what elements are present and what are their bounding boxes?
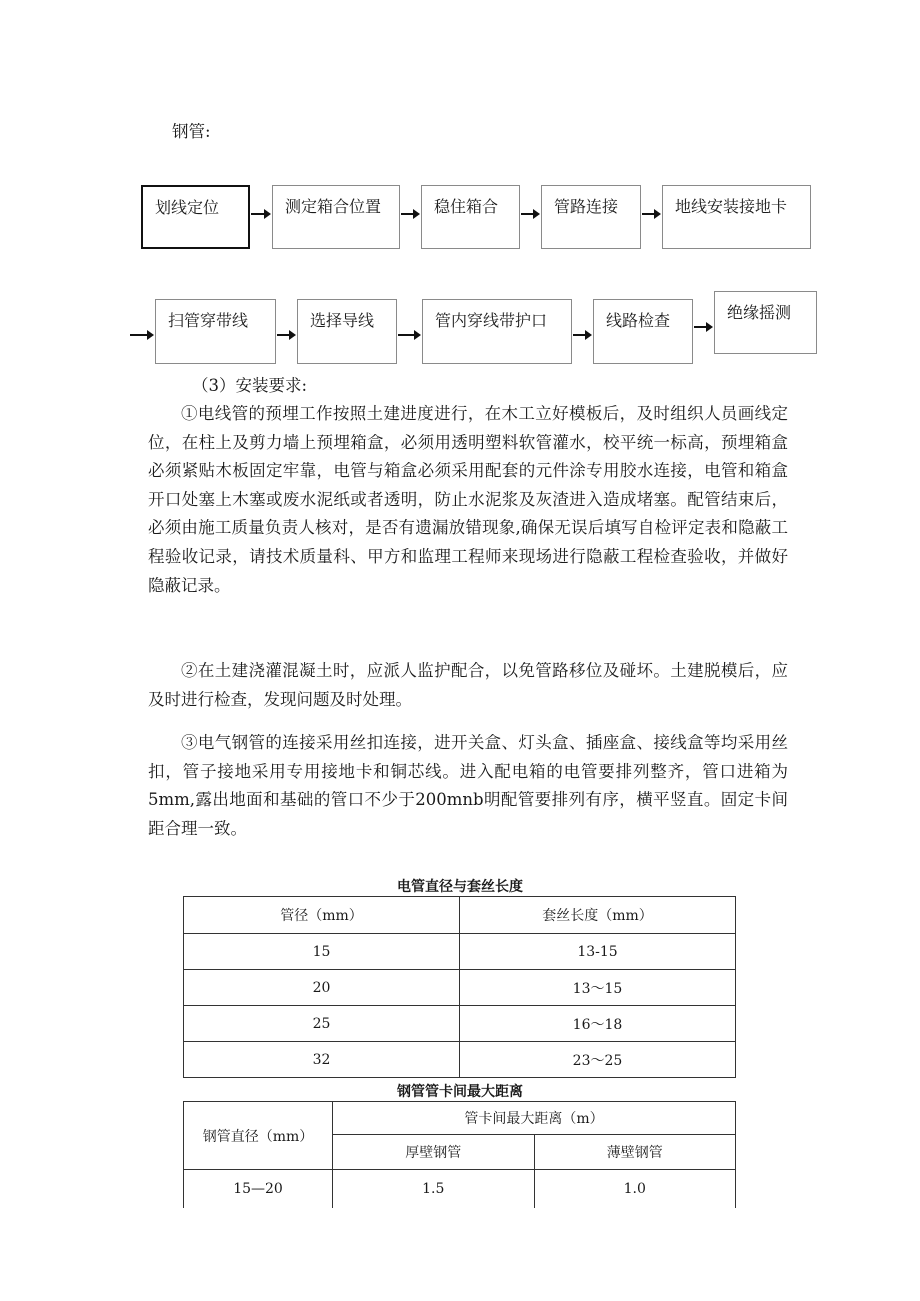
flow-box-2: 测定箱合位置 [272, 185, 400, 249]
table1-cell: 13-15 [460, 934, 736, 970]
table2 [183, 1101, 736, 1208]
table2-header-diameter: 钢管直径（mm） [184, 1102, 333, 1170]
flow-arrow [130, 334, 152, 336]
flow-box-9: 线路检查 [593, 299, 693, 364]
table1-cell: 25 [184, 1006, 460, 1042]
flow-box-8: 管内穿线带护口 [422, 299, 572, 364]
flow-box-7: 选择导线 [297, 299, 397, 364]
table-row [184, 970, 736, 1006]
table2-cell: 1.5 [333, 1170, 534, 1208]
flow-box-6: 扫管穿带线 [155, 299, 276, 364]
table2-header-max-distance: 管卡间最大距离（m） [333, 1102, 736, 1135]
flow-box-1: 划线定位 [141, 185, 250, 249]
table1-cell: 20 [184, 970, 460, 1006]
flow-arrow [573, 334, 590, 336]
flow-arrow [694, 326, 711, 328]
table1-caption: 电管直径与套丝长度 [397, 879, 523, 895]
flow-arrow [401, 213, 418, 215]
flow-arrow [277, 334, 294, 336]
table2-header-thin-wall: 薄壁钢管 [534, 1135, 736, 1170]
flow-arrow [251, 213, 269, 215]
table-row [184, 1042, 736, 1078]
table-row [184, 1006, 736, 1042]
table1-cell: 13～15 [460, 970, 736, 1006]
table1-cell: 16～18 [460, 1006, 736, 1042]
heading-steel-pipe: 钢管: [172, 122, 211, 141]
flow-arrow [642, 213, 659, 215]
flow-box-4: 管路连接 [541, 185, 641, 249]
table1-cell: 23～25 [460, 1042, 736, 1078]
table2-caption: 钢管管卡间最大距离 [397, 1084, 523, 1100]
table1 [183, 896, 736, 1078]
section-title: （3）安装要求: [192, 376, 308, 395]
table2-cell: 1.0 [534, 1170, 736, 1208]
flow-box-5: 地线安装接地卡 [662, 185, 811, 249]
table1-header-diameter: 管径（mm） [184, 897, 460, 934]
flow-arrow [521, 213, 538, 215]
table-row [184, 934, 736, 970]
table2-cell: 15—20 [184, 1170, 333, 1208]
flow-arrow [398, 334, 419, 336]
flow-box-3: 稳住箱合 [421, 185, 520, 249]
table1-cell: 32 [184, 1042, 460, 1078]
table1-header-thread: 套丝长度（mm） [460, 897, 736, 934]
table2-header-thick-wall: 厚壁钢管 [333, 1135, 534, 1170]
flow-box-10: 绝缘摇测 [714, 291, 817, 354]
table1-cell: 15 [184, 934, 460, 970]
paragraph-2: ②在土建浇灌混凝土时，应派人监护配合，以免管路移位及碰坏。土建脱模后，应及时进行检查，发现问题及时处理。 [148, 661, 788, 709]
paragraph-1: ①电线管的预埋工作按照土建进度进行，在木工立好模板后，及时组织人员画线定位，在柱上及剪力墙上预埋箱盒，必须用透明塑料软管灌水，校平统一标高，预埋箱盒必须紧贴木板固定牢靠，电管与箱盒必须采用配套的元件涂专用胶水连接，电管和箱盒开口处塞上木塞或废水泥纸或者透明，防止水泥浆及灰渣进入造成堵塞。配管结束后，必须由施工质量负责人核对，是否有遗漏放错现象,确保无误后填写自检评定表和隐蔽工程验收记录，请技术质量科、甲方和监理工程师来现场进行隐蔽工程检查验收，并做好隐蔽记录。 [148, 404, 788, 595]
table-row [184, 1170, 736, 1208]
paragraph-3: ③电气钢管的连接采用丝扣连接，进开关盒、灯头盒、插座盒、接线盒等均采用丝扣，管子接地采用专用接地卡和铜芯线。进入配电箱的电管要排列整齐，管口进箱为5mm,露出地面和基础的管口不少于200mnb明配管要排列有序，横平竖直。固定卡间距合理一致。 [148, 733, 788, 838]
